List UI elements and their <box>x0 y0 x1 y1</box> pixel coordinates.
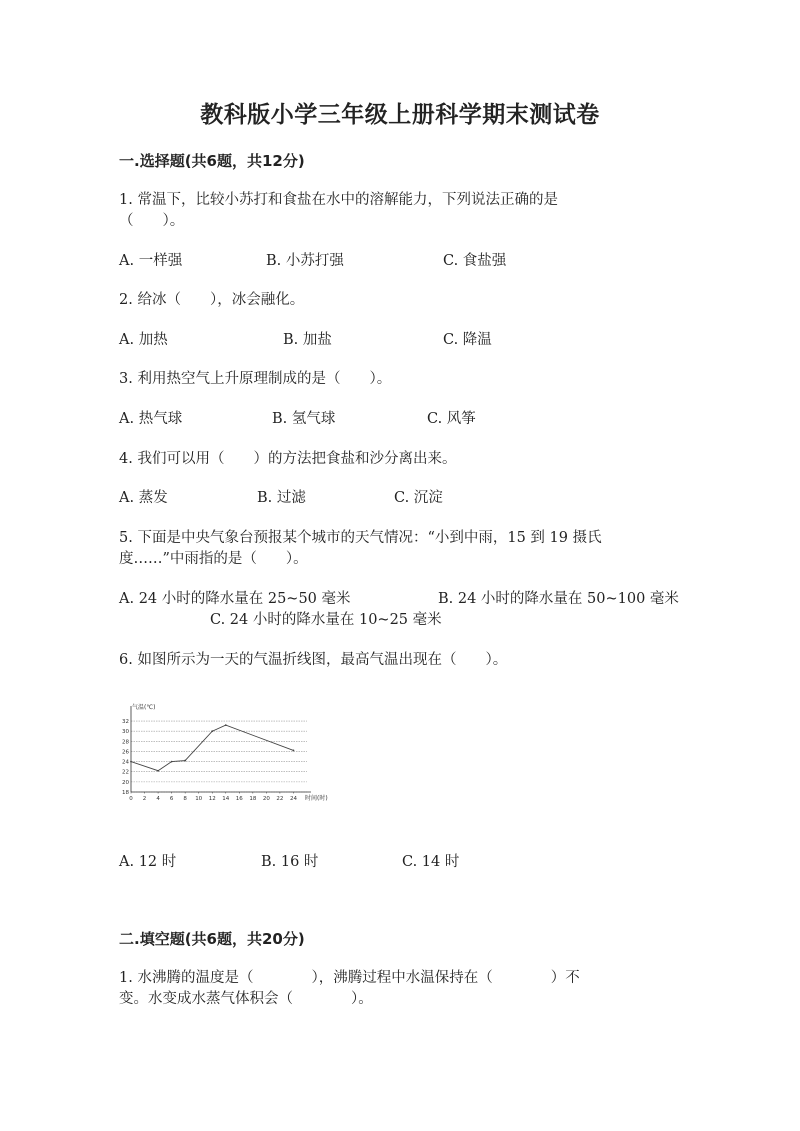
chart-y-axis-label: 气温(℃) <box>132 704 156 711</box>
question-4-option-c: C. 沉淀 <box>394 490 443 506</box>
section-fill-heading: 二.填空题(共6题，共20分) <box>119 930 305 948</box>
y-tick-label: 28 <box>122 739 129 746</box>
question-5-option-c: C. 24 小时的降水量在 10~25 毫米 <box>210 612 442 628</box>
question-2-option-b: B. 加盐 <box>283 332 332 348</box>
question-5-stem-cont: 度……”中雨指的是（ ）。 <box>119 551 308 567</box>
page-title: 教科版小学三年级上册科学期末测试卷 <box>200 102 600 128</box>
data-point <box>130 761 132 763</box>
x-tick-label: 2 <box>142 796 147 802</box>
data-point <box>225 724 227 726</box>
y-tick-label: 24 <box>122 759 129 766</box>
y-tick-label: 22 <box>122 769 129 776</box>
question-6-stem: 6. 如图所示为一天的气温折线图，最高气温出现在（ ）。 <box>119 652 508 668</box>
x-tick-label: 8 <box>183 796 187 802</box>
x-tick-label: 12 <box>208 796 216 802</box>
y-tick-label: 20 <box>122 779 129 786</box>
x-tick-label: 22 <box>276 796 284 802</box>
x-tick-label: 10 <box>195 796 203 802</box>
y-tick-label: 18 <box>122 790 129 796</box>
x-tick-label: 14 <box>222 796 230 802</box>
x-tick-label: 24 <box>289 796 297 802</box>
temperature-line-chart <box>117 700 337 810</box>
data-point <box>171 761 173 763</box>
question-3-option-c: C. 风筝 <box>427 411 476 427</box>
question-1-stem-cont: （ ）。 <box>119 213 185 229</box>
chart-axes <box>131 706 311 794</box>
question-5-option-a: A. 24 小时的降水量在 25~50 毫米 <box>119 591 351 607</box>
chart-x-axis-label: 时间(时) <box>305 795 328 802</box>
question-4-stem: 4. 我们可以用（ ）的方法把食盐和沙分离出来。 <box>119 451 457 467</box>
x-tick-label: 4 <box>156 796 160 802</box>
y-tick-label: 32 <box>122 719 129 726</box>
question-6-option-c: C. 14 时 <box>402 854 460 870</box>
question-4-option-b: B. 过滤 <box>257 490 306 506</box>
question-3-stem: 3. 利用热空气上升原理制成的是（ ）。 <box>119 371 392 387</box>
question-1-option-b: B. 小苏打强 <box>266 253 344 269</box>
question-1-option-c: C. 食盐强 <box>443 253 507 269</box>
question-6-option-b: B. 16 时 <box>261 854 319 870</box>
fill-question-1: 1. 水沸腾的温度是（ ），沸腾过程中水温保持在（ ）不 <box>119 970 580 986</box>
question-2-stem: 2. 给冰（ ），冰会融化。 <box>119 292 305 308</box>
x-tick-label: 16 <box>235 796 243 802</box>
data-point <box>211 730 213 732</box>
section-choice-heading: 一.选择题(共6题，共12分) <box>119 152 305 170</box>
question-3-option-b: B. 氢气球 <box>272 411 336 427</box>
y-tick-label: 26 <box>122 749 129 756</box>
question-2-option-a: A. 加热 <box>119 332 168 348</box>
data-point <box>157 770 159 772</box>
chart-tick-labels <box>122 719 297 802</box>
data-point <box>293 750 295 752</box>
question-1-stem: 1. 常温下，比较小苏打和食盐在水中的溶解能力，下列说法正确的是 <box>119 192 558 208</box>
question-5-option-b: B. 24 小时的降水量在 50~100 毫米 <box>438 591 679 607</box>
question-3-option-a: A. 热气球 <box>119 411 183 427</box>
data-point <box>184 760 186 762</box>
question-1-option-a: A. 一样强 <box>119 253 183 269</box>
x-tick-label: 6 <box>169 796 174 802</box>
y-tick-label: 30 <box>122 729 129 736</box>
question-4-option-a: A. 蒸发 <box>119 490 168 506</box>
question-5-stem: 5. 下面是中央气象台预报某个城市的天气情况：“小到中雨，15 到 19 摄氏 <box>119 530 602 546</box>
fill-question-1-cont: 变。水变成水蒸气体积会（ ）。 <box>119 991 373 1007</box>
x-tick-label: 20 <box>262 796 270 802</box>
x-tick-label: 0 <box>129 796 133 802</box>
question-6-option-a: A. 12 时 <box>119 854 177 870</box>
question-2-option-c: C. 降温 <box>443 332 492 348</box>
chart-gridlines <box>131 721 307 792</box>
x-tick-label: 18 <box>249 796 257 802</box>
